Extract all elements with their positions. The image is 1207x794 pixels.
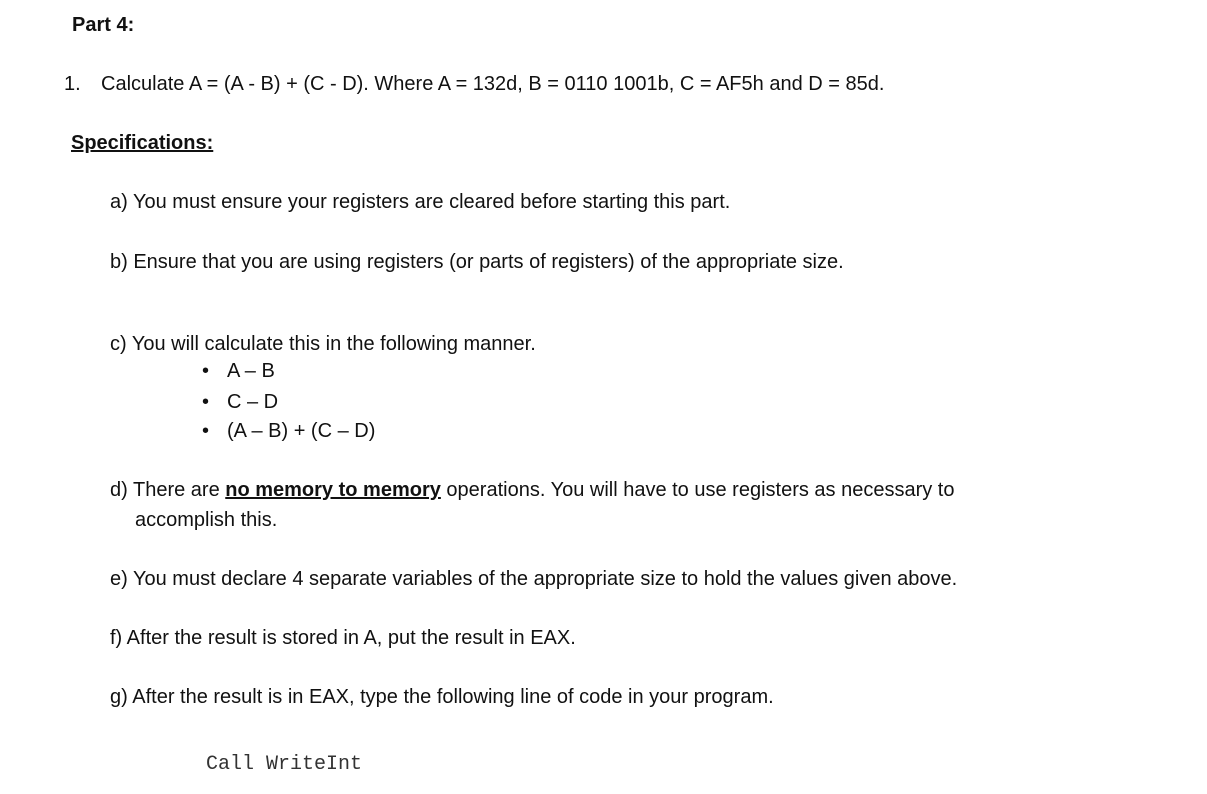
- bullet-dot-2: •: [202, 391, 210, 413]
- specifications-heading: Specifications:: [71, 132, 214, 154]
- spec-d-continuation: accomplish this.: [135, 509, 278, 531]
- question-text: Calculate A = (A - B) + (C - D). Where A = 132d, B = 0110 1001b, C = AF5h and D = 85d.: [101, 73, 885, 95]
- spec-f: f) After the result is stored in A, put the result in EAX.: [110, 627, 576, 649]
- bullet-dot-3: •: [202, 420, 210, 442]
- spec-g: g) After the result is in EAX, type the following line of code in your program.: [110, 686, 774, 708]
- spec-b: b) Ensure that you are using registers (or parts of registers) of the appropriate size.: [110, 251, 844, 273]
- spec-d-emphasis: no memory to memory: [225, 479, 441, 501]
- spec-a: a) You must ensure your registers are cleared before starting this part.: [110, 191, 731, 213]
- spec-d-prefix: d) There are: [110, 479, 226, 501]
- bullet-item-3: (A – B) + (C – D): [227, 420, 376, 442]
- bullet-item-2: C – D: [227, 391, 279, 413]
- spec-e: e) You must declare 4 separate variables of the appropriate size to hold the values given above.: [110, 568, 958, 590]
- code-line: Call WriteInt: [206, 753, 363, 776]
- question-number: 1.: [64, 73, 81, 95]
- bullet-item-1: A – B: [227, 360, 275, 382]
- spec-c: c) You will calculate this in the following manner.: [110, 333, 536, 355]
- spec-d: [110, 478, 954, 502]
- spec-d-suffix: operations. You will have to use registers as necessary to: [440, 479, 955, 501]
- bullet-dot-1: •: [202, 360, 210, 382]
- page-title: Part 4:: [72, 14, 135, 36]
